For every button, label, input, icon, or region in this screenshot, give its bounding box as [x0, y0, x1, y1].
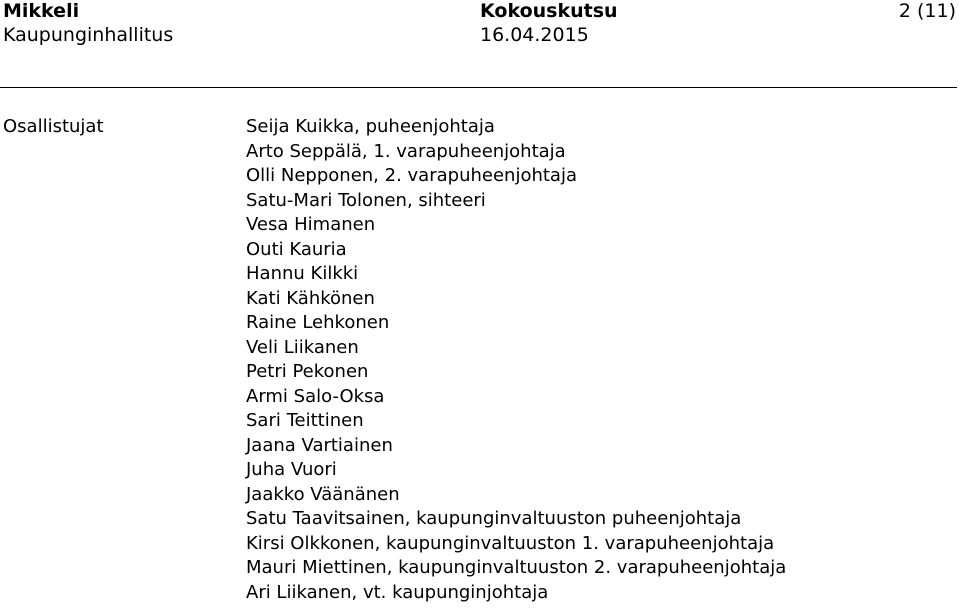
section-label-participants: Osallistujat	[3, 116, 104, 137]
attendee-item: Arto Seppälä, 1. varapuheenjohtaja	[246, 140, 566, 162]
attendee-item: Jaana Vartiainen	[246, 434, 393, 456]
attendee-item: Olli Nepponen, 2. varapuheenjohtaja	[246, 165, 577, 186]
organization-name: Mikkeli	[3, 0, 80, 22]
attendee-item: Outi Kauria	[246, 238, 347, 260]
attendee-item: Petri Pekonen	[246, 361, 369, 382]
page-number: 2 (11)	[898, 0, 956, 22]
attendee-item: Sari Teittinen	[246, 410, 364, 431]
attendee-list	[246, 115, 786, 605]
attendee-item: Raine Lehkonen	[246, 312, 390, 333]
attendee-item: Kati Kähkönen	[246, 287, 375, 309]
attendee-item: Armi Salo-Oksa	[246, 385, 385, 407]
attendee-item: Kirsi Olkkonen, kaupunginvaltuuston 1. varapuheenjohtaja	[246, 532, 775, 554]
governing-body: Kaupunginhallitus	[3, 24, 174, 46]
attendee-item: Ari Liikanen, vt. kaupunginjohtaja	[246, 581, 549, 603]
attendee-item: Hannu Kilkki	[246, 263, 359, 284]
attendee-item: Satu Taavitsainen, kaupunginvaltuuston puheenjohtaja	[246, 508, 742, 529]
meeting-date: 16.04.2015	[480, 24, 589, 46]
attendee-item: Jaakko Väänänen	[246, 483, 400, 505]
attendee-item: Mauri Miettinen, kaupunginvaltuuston 2. varapuheenjohtaja	[246, 557, 787, 578]
page-header	[0, 0, 960, 52]
attendee-item: Veli Liikanen	[246, 336, 359, 358]
header-divider	[0, 87, 957, 88]
document-type: Kokouskutsu	[480, 0, 618, 22]
attendee-item: Juha Vuori	[246, 459, 337, 480]
attendee-item: Satu-Mari Tolonen, sihteeri	[246, 189, 486, 211]
attendee-item: Seija Kuikka, puheenjohtaja	[246, 116, 495, 137]
attendee-item: Vesa Himanen	[246, 214, 376, 235]
